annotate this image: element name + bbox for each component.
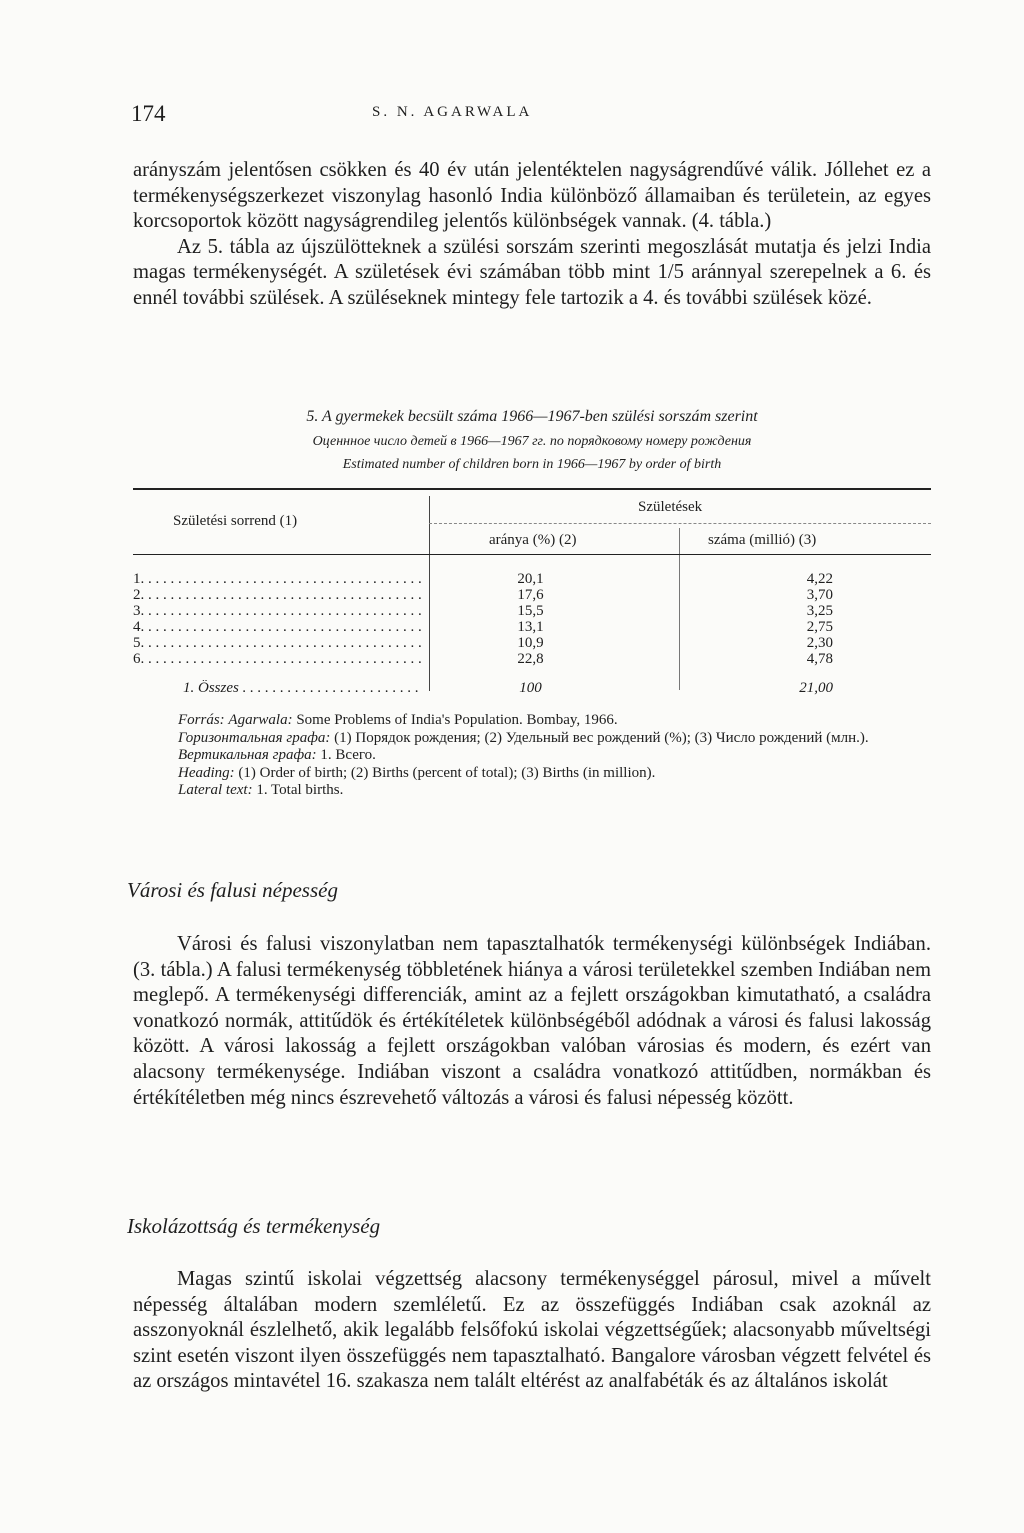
ru-heading-note (133, 730, 933, 748)
row-count: 2,30 (806, 635, 833, 651)
running-head: S. N. AGARWALA (372, 104, 533, 120)
source-note (133, 712, 933, 730)
row-order: 4. . . . (133, 619, 423, 635)
column-header-births: Születések (638, 499, 703, 515)
table-top-rule (133, 488, 931, 490)
ru-vertical-label: Вертикальная графа: (178, 747, 317, 763)
total-label: 1. Összes . . . (183, 680, 423, 696)
row-ratio: 17,6 (517, 587, 544, 603)
paragraph: Városi és falusi viszonylatban nem tapasztalhatók termékenységi különbségek Indiában. (3. tábla.) A falusi termékenység többletének hiánya a városi területekkel szemben Indiában nem meglepő. A termékenységi differenciák, amint az a fejlett országokban kimutatható, a családra vonatkozó normák, attitűdök és értékítéletek különbségéből adódnak a városi és falusi lakosság között. A városi lakosság a fejlett országokban valóban városias és modern, és ezért van alacsony termékenysége. Indiában viszont a családra vonatkozó attitűdben, normákban és értékítéletben még nincs észrevehető változás a városi és falusi népesség között. (133, 933, 931, 1109)
paragraph: Az 5. tábla az újszülötteknek a szülési sorszám szerinti megoszlását mutatja és jelzi India magas termékenységét. A születések évi számában több mint 1/5 aránnyal szerepelnek a 6. és ennél további szülések. A szüléseknek mintegy fele tartozik a 4. és további szülések közé. (133, 235, 931, 309)
paragraph: Magas szintű iskolai végzettség alacsony termékenységgel párosul, mivel a művelt népesség általában modern szemléletű. Ez az összefüggés Indiában csak azoknál az asszonyoknál észlelhető, akik legalább felsőfokú iskolai végzettségűek; alacsonyabb műveltségi szint esetén viszont ilyen összefüggés nem tapasztalható. Bangalore városban végzett felvétel és az országos mintavétel 16. szakasza nem talált eltérést az analfabéták és az általános iskolát (133, 1268, 931, 1393)
source-author: Agarwala: (228, 712, 293, 728)
table-row (133, 603, 931, 619)
en-lateral-label: Lateral text: (178, 782, 253, 798)
en-heading-text: (1) Order of birth; (2) Births (percent of total); (3) Births (in million). (238, 764, 656, 781)
table-caption-ru: Оценнное число детей в 1966—1967 гг. по порядковому номеру рождения (312, 434, 752, 449)
row-ratio: 20,1 (517, 571, 544, 587)
row-count: 2,75 (806, 619, 833, 635)
page-number: 174 (131, 101, 166, 126)
table-row (133, 619, 931, 635)
section-text-urban-rural (133, 932, 931, 1111)
source-text: Some Problems of India's Population. Bombay, 1966. (296, 712, 618, 728)
ru-heading-label: Горизонтальная графа: (178, 729, 331, 746)
ru-vertical-text: 1. Всего. (320, 747, 376, 763)
source-label: Forrás: (178, 712, 225, 728)
section-title-education: Iskolázottság és termékenység (127, 1214, 381, 1238)
row-order: 5. . . . (133, 635, 423, 651)
ru-vertical-note (133, 747, 933, 765)
row-order: 3. . . . (133, 603, 423, 619)
row-ratio: 15,5 (517, 603, 544, 619)
intro-text (133, 158, 931, 312)
table-row (133, 635, 931, 651)
table-caption-hu: 5. A gyermekek becsült száma 1966—1967-ben szülési sorszám szerint (306, 408, 758, 425)
table-row (133, 571, 931, 587)
row-ratio: 22,8 (517, 651, 544, 667)
section-title-urban-rural: Városi és falusi népesség (127, 878, 338, 902)
en-lateral-text: 1. Total births. (256, 782, 344, 798)
en-heading-label: Heading: (178, 764, 235, 781)
ru-heading-text: (1) Порядок рождения; (2) Удельный вес рождений (%); (3) Число рождений (млн.). (334, 729, 869, 746)
en-heading-note (133, 765, 933, 783)
table-total-row (133, 680, 931, 696)
table-row (133, 651, 931, 667)
section-text-education (133, 1267, 931, 1395)
table-row (133, 587, 931, 603)
row-order: 6. . . . (133, 651, 423, 667)
table-subheader-rule (429, 523, 931, 524)
total-count: 21,00 (799, 680, 833, 696)
row-order: 1. . . . (133, 571, 423, 587)
column-header-count: száma (millió) (3) (708, 532, 817, 548)
paragraph: arányszám jelentősen csökken és 40 év után jelentéktelen nagyságrendűvé válik. Jóllehet ez a termékenységszerkezet viszonylag hasonló India különböző államaiban és területein, az egyes korcsoportok között nagyságrendileg jelentős különbségek vannak. (4. tábla.) (133, 159, 931, 233)
table-notes (133, 712, 933, 800)
row-count: 3,25 (806, 603, 833, 619)
birth-order-table (133, 488, 931, 706)
row-count: 4,78 (806, 651, 833, 667)
en-lateral-note (133, 782, 933, 800)
row-order: 2. . . . (133, 587, 423, 603)
row-count: 3,70 (806, 587, 833, 603)
column-header-order: Születési sorrend (1) (173, 513, 298, 529)
row-count: 4,22 (806, 571, 833, 587)
column-header-ratio: aránya (%) (2) (489, 532, 577, 548)
table-caption-en: Estimated number of children born in 1966—1967 by order of birth (342, 457, 722, 472)
row-ratio: 13,1 (517, 619, 544, 635)
table-header-rule (133, 554, 931, 555)
total-ratio: 100 (519, 680, 542, 696)
row-ratio: 10,9 (517, 635, 544, 651)
